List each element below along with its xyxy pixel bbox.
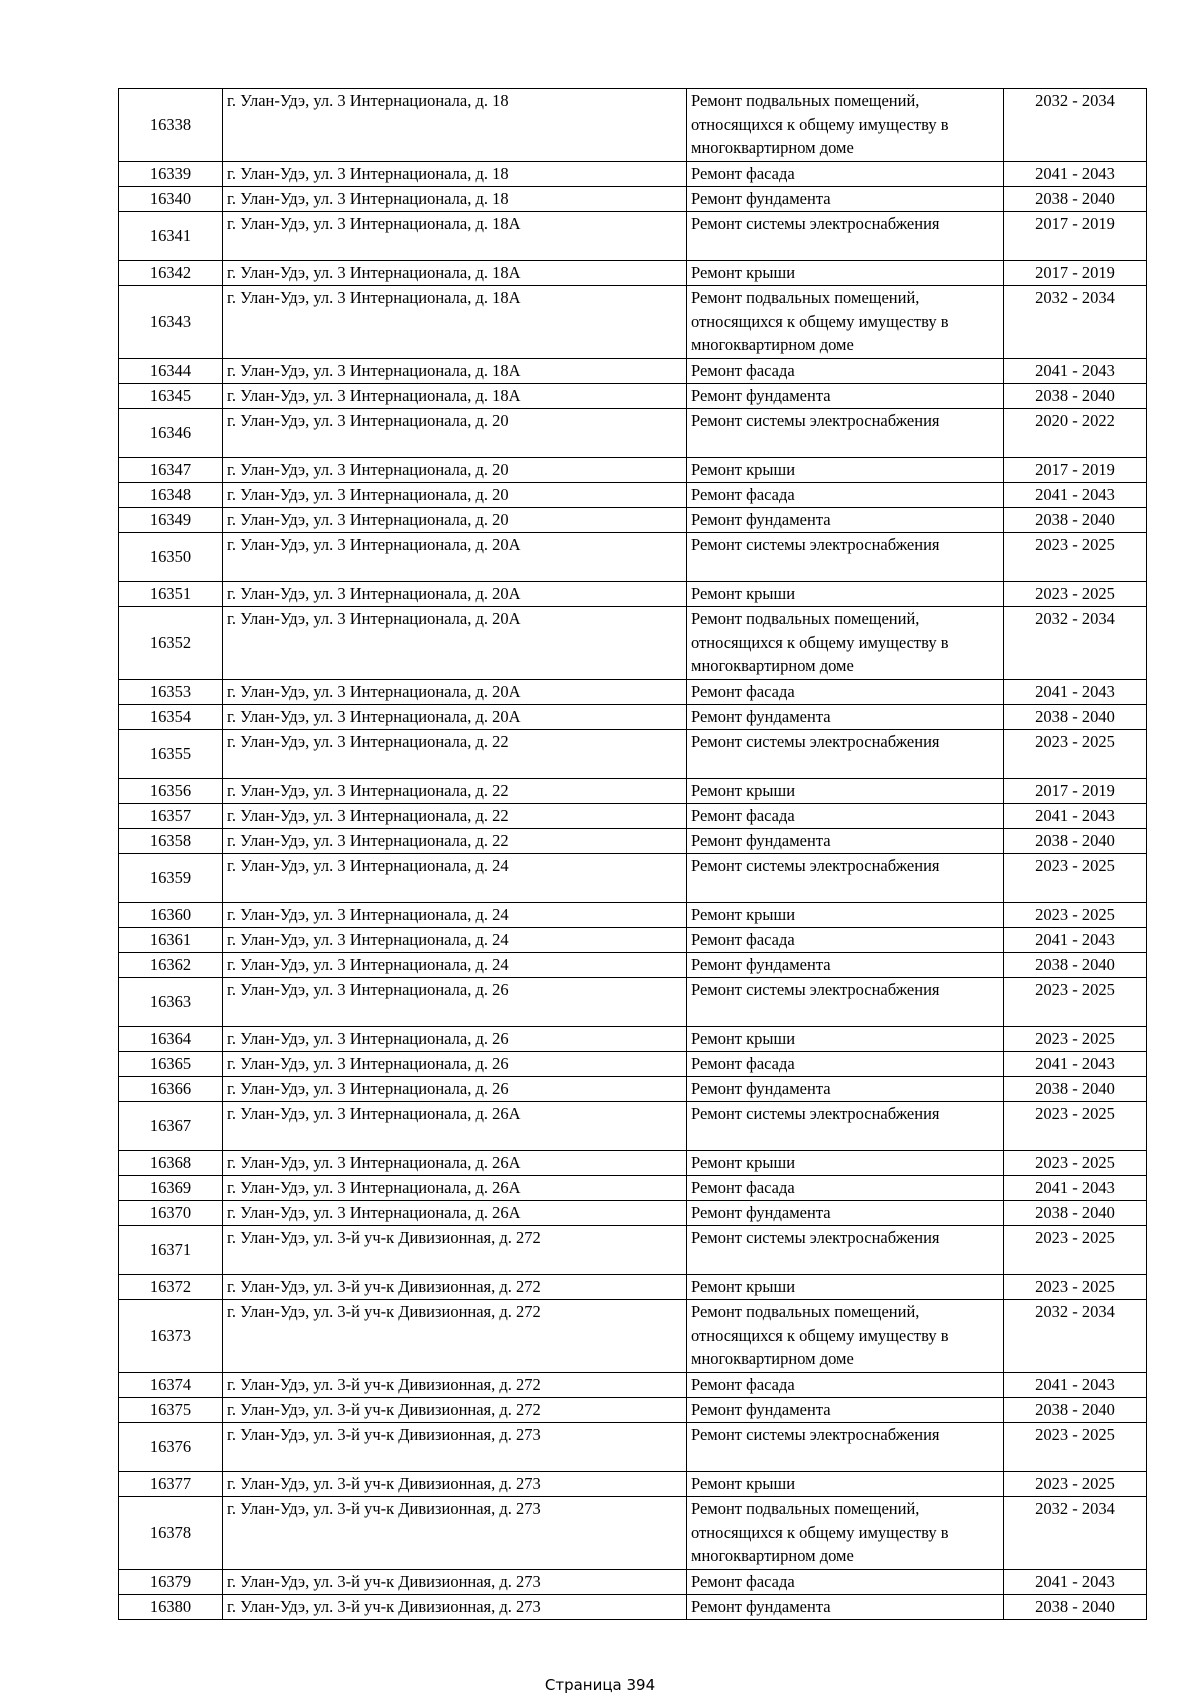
row-number-cell: 16339 [119, 162, 223, 187]
work-type-cell: Ремонт фундамента [687, 705, 1004, 730]
period-cell: 2038 - 2040 [1004, 187, 1147, 212]
row-number-cell: 16361 [119, 928, 223, 953]
table-row [119, 1300, 1147, 1373]
row-number-cell: 16372 [119, 1275, 223, 1300]
address-cell: г. Улан-Удэ, ул. 3 Интернационала, д. 18А [223, 212, 687, 261]
row-number-cell: 16343 [119, 286, 223, 359]
row-number-cell: 16341 [119, 212, 223, 261]
row-number-cell: 16378 [119, 1497, 223, 1570]
period-cell: 2017 - 2019 [1004, 779, 1147, 804]
row-number-cell: 16349 [119, 508, 223, 533]
period-cell: 2041 - 2043 [1004, 680, 1147, 705]
work-type-cell: Ремонт фасада [687, 1052, 1004, 1077]
table-row [119, 779, 1147, 804]
period-cell: 2017 - 2019 [1004, 261, 1147, 286]
work-type-cell: Ремонт фасада [687, 162, 1004, 187]
period-cell: 2038 - 2040 [1004, 953, 1147, 978]
row-number-cell: 16344 [119, 359, 223, 384]
work-type-cell: Ремонт системы электроснабжения [687, 212, 1004, 261]
address-cell: г. Улан-Удэ, ул. 3 Интернационала, д. 18А [223, 261, 687, 286]
row-number-cell: 16350 [119, 533, 223, 582]
row-number-cell: 16373 [119, 1300, 223, 1373]
row-number-cell: 16365 [119, 1052, 223, 1077]
address-cell: г. Улан-Удэ, ул. 3 Интернационала, д. 22 [223, 779, 687, 804]
period-cell: 2041 - 2043 [1004, 804, 1147, 829]
period-cell: 2032 - 2034 [1004, 286, 1147, 359]
table-row [119, 1151, 1147, 1176]
work-type-cell: Ремонт фасада [687, 1176, 1004, 1201]
work-type-cell: Ремонт фундамента [687, 187, 1004, 212]
period-cell: 2038 - 2040 [1004, 1201, 1147, 1226]
address-cell: г. Улан-Удэ, ул. 3-й уч-к Дивизионная, д. 273 [223, 1497, 687, 1570]
period-cell: 2038 - 2040 [1004, 829, 1147, 854]
period-cell: 2038 - 2040 [1004, 1595, 1147, 1620]
table-row [119, 978, 1147, 1027]
table-row [119, 1176, 1147, 1201]
work-type-cell: Ремонт системы электроснабжения [687, 854, 1004, 903]
table-row [119, 1102, 1147, 1151]
row-number-cell: 16357 [119, 804, 223, 829]
table-row [119, 1275, 1147, 1300]
period-cell: 2023 - 2025 [1004, 582, 1147, 607]
row-number-cell: 16377 [119, 1472, 223, 1497]
work-type-cell: Ремонт фасада [687, 483, 1004, 508]
table-row [119, 261, 1147, 286]
row-number-cell: 16338 [119, 89, 223, 162]
work-type-cell: Ремонт фундамента [687, 1595, 1004, 1620]
work-type-cell: Ремонт фундамента [687, 1398, 1004, 1423]
row-number-cell: 16362 [119, 953, 223, 978]
row-number-cell: 16353 [119, 680, 223, 705]
work-type-cell: Ремонт фасада [687, 928, 1004, 953]
work-type-cell: Ремонт крыши [687, 779, 1004, 804]
work-type-cell: Ремонт крыши [687, 1472, 1004, 1497]
work-type-cell: Ремонт системы электроснабжения [687, 1102, 1004, 1151]
table-row [119, 1052, 1147, 1077]
row-number-cell: 16364 [119, 1027, 223, 1052]
address-cell: г. Улан-Удэ, ул. 3 Интернационала, д. 26 [223, 1052, 687, 1077]
work-type-cell: Ремонт фасада [687, 359, 1004, 384]
work-type-cell: Ремонт системы электроснабжения [687, 1226, 1004, 1275]
table-row [119, 582, 1147, 607]
address-cell: г. Улан-Удэ, ул. 3 Интернационала, д. 20 [223, 409, 687, 458]
period-cell: 2041 - 2043 [1004, 162, 1147, 187]
period-cell: 2041 - 2043 [1004, 1373, 1147, 1398]
address-cell: г. Улан-Удэ, ул. 3 Интернационала, д. 20А [223, 582, 687, 607]
period-cell: 2032 - 2034 [1004, 607, 1147, 680]
address-cell: г. Улан-Удэ, ул. 3-й уч-к Дивизионная, д. 272 [223, 1373, 687, 1398]
row-number-cell: 16358 [119, 829, 223, 854]
table-row [119, 483, 1147, 508]
table-row [119, 162, 1147, 187]
work-type-cell: Ремонт фундамента [687, 384, 1004, 409]
period-cell: 2041 - 2043 [1004, 483, 1147, 508]
address-cell: г. Улан-Удэ, ул. 3-й уч-к Дивизионная, д. 272 [223, 1398, 687, 1423]
address-cell: г. Улан-Удэ, ул. 3 Интернационала, д. 18А [223, 286, 687, 359]
period-cell: 2023 - 2025 [1004, 1275, 1147, 1300]
period-cell: 2023 - 2025 [1004, 854, 1147, 903]
period-cell: 2023 - 2025 [1004, 903, 1147, 928]
address-cell: г. Улан-Удэ, ул. 3 Интернационала, д. 18 [223, 162, 687, 187]
work-type-cell: Ремонт системы электроснабжения [687, 1423, 1004, 1472]
period-cell: 2017 - 2019 [1004, 458, 1147, 483]
work-type-cell: Ремонт системы электроснабжения [687, 978, 1004, 1027]
table-row [119, 1398, 1147, 1423]
address-cell: г. Улан-Удэ, ул. 3 Интернационала, д. 20А [223, 705, 687, 730]
address-cell: г. Улан-Удэ, ул. 3 Интернационала, д. 18А [223, 384, 687, 409]
work-type-cell: Ремонт фасада [687, 1373, 1004, 1398]
row-number-cell: 16347 [119, 458, 223, 483]
row-number-cell: 16376 [119, 1423, 223, 1472]
table-row [119, 680, 1147, 705]
period-cell: 2038 - 2040 [1004, 384, 1147, 409]
period-cell: 2038 - 2040 [1004, 1077, 1147, 1102]
table-row [119, 533, 1147, 582]
address-cell: г. Улан-Удэ, ул. 3 Интернационала, д. 24 [223, 928, 687, 953]
work-type-cell: Ремонт подвальных помещений, относящихся к общему имуществу в многоквартирном доме [687, 607, 1004, 680]
table-row [119, 1595, 1147, 1620]
table-row [119, 1077, 1147, 1102]
table-row [119, 359, 1147, 384]
period-cell: 2023 - 2025 [1004, 1226, 1147, 1275]
period-cell: 2020 - 2022 [1004, 409, 1147, 458]
address-cell: г. Улан-Удэ, ул. 3-й уч-к Дивизионная, д. 273 [223, 1595, 687, 1620]
period-cell: 2023 - 2025 [1004, 1472, 1147, 1497]
work-type-cell: Ремонт крыши [687, 1151, 1004, 1176]
address-cell: г. Улан-Удэ, ул. 3 Интернационала, д. 24 [223, 903, 687, 928]
table-row [119, 730, 1147, 779]
address-cell: г. Улан-Удэ, ул. 3 Интернационала, д. 26А [223, 1102, 687, 1151]
work-type-cell: Ремонт крыши [687, 261, 1004, 286]
table-row [119, 89, 1147, 162]
address-cell: г. Улан-Удэ, ул. 3 Интернационала, д. 20 [223, 508, 687, 533]
work-type-cell: Ремонт фундамента [687, 508, 1004, 533]
table-row [119, 212, 1147, 261]
work-type-cell: Ремонт крыши [687, 903, 1004, 928]
period-cell: 2032 - 2034 [1004, 89, 1147, 162]
table-row [119, 829, 1147, 854]
row-number-cell: 16348 [119, 483, 223, 508]
row-number-cell: 16370 [119, 1201, 223, 1226]
address-cell: г. Улан-Удэ, ул. 3 Интернационала, д. 18А [223, 359, 687, 384]
period-cell: 2041 - 2043 [1004, 928, 1147, 953]
row-number-cell: 16371 [119, 1226, 223, 1275]
row-number-cell: 16356 [119, 779, 223, 804]
row-number-cell: 16342 [119, 261, 223, 286]
period-cell: 2032 - 2034 [1004, 1300, 1147, 1373]
table-row [119, 1201, 1147, 1226]
period-cell: 2023 - 2025 [1004, 1151, 1147, 1176]
address-cell: г. Улан-Удэ, ул. 3 Интернационала, д. 26А [223, 1201, 687, 1226]
table-row [119, 286, 1147, 359]
work-type-cell: Ремонт подвальных помещений, относящихся к общему имуществу в многоквартирном доме [687, 89, 1004, 162]
period-cell: 2041 - 2043 [1004, 1052, 1147, 1077]
row-number-cell: 16340 [119, 187, 223, 212]
address-cell: г. Улан-Удэ, ул. 3 Интернационала, д. 26 [223, 1077, 687, 1102]
address-cell: г. Улан-Удэ, ул. 3-й уч-к Дивизионная, д. 272 [223, 1226, 687, 1275]
address-cell: г. Улан-Удэ, ул. 3-й уч-к Дивизионная, д. 273 [223, 1472, 687, 1497]
row-number-cell: 16367 [119, 1102, 223, 1151]
table-row [119, 1027, 1147, 1052]
address-cell: г. Улан-Удэ, ул. 3 Интернационала, д. 20А [223, 680, 687, 705]
row-number-cell: 16369 [119, 1176, 223, 1201]
work-type-cell: Ремонт фасада [687, 680, 1004, 705]
table-row [119, 953, 1147, 978]
work-type-cell: Ремонт фасада [687, 804, 1004, 829]
work-type-cell: Ремонт фундамента [687, 1201, 1004, 1226]
address-cell: г. Улан-Удэ, ул. 3 Интернационала, д. 18 [223, 89, 687, 162]
table-row [119, 903, 1147, 928]
work-type-cell: Ремонт фундамента [687, 829, 1004, 854]
row-number-cell: 16359 [119, 854, 223, 903]
work-type-cell: Ремонт подвальных помещений, относящихся к общему имуществу в многоквартирном доме [687, 286, 1004, 359]
table-row [119, 804, 1147, 829]
period-cell: 2038 - 2040 [1004, 1398, 1147, 1423]
row-number-cell: 16380 [119, 1595, 223, 1620]
period-cell: 2041 - 2043 [1004, 359, 1147, 384]
work-type-cell: Ремонт фасада [687, 1570, 1004, 1595]
row-number-cell: 16360 [119, 903, 223, 928]
address-cell: г. Улан-Удэ, ул. 3-й уч-к Дивизионная, д. 272 [223, 1300, 687, 1373]
row-number-cell: 16355 [119, 730, 223, 779]
table-row [119, 458, 1147, 483]
period-cell: 2041 - 2043 [1004, 1176, 1147, 1201]
row-number-cell: 16368 [119, 1151, 223, 1176]
address-cell: г. Улан-Удэ, ул. 3 Интернационала, д. 26 [223, 1027, 687, 1052]
address-cell: г. Улан-Удэ, ул. 3 Интернационала, д. 20А [223, 533, 687, 582]
address-cell: г. Улан-Удэ, ул. 3 Интернационала, д. 22 [223, 804, 687, 829]
work-type-cell: Ремонт крыши [687, 1027, 1004, 1052]
table-row [119, 1472, 1147, 1497]
table-row [119, 854, 1147, 903]
address-cell: г. Улан-Удэ, ул. 3 Интернационала, д. 22 [223, 730, 687, 779]
work-type-cell: Ремонт подвальных помещений, относящихся к общему имуществу в многоквартирном доме [687, 1300, 1004, 1373]
row-number-cell: 16352 [119, 607, 223, 680]
address-cell: г. Улан-Удэ, ул. 3 Интернационала, д. 26 [223, 978, 687, 1027]
period-cell: 2023 - 2025 [1004, 1102, 1147, 1151]
table-row [119, 1226, 1147, 1275]
table-row [119, 928, 1147, 953]
row-number-cell: 16351 [119, 582, 223, 607]
period-cell: 2023 - 2025 [1004, 533, 1147, 582]
address-cell: г. Улан-Удэ, ул. 3 Интернационала, д. 22 [223, 829, 687, 854]
table-row [119, 187, 1147, 212]
row-number-cell: 16375 [119, 1398, 223, 1423]
address-cell: г. Улан-Удэ, ул. 3-й уч-к Дивизионная, д. 273 [223, 1570, 687, 1595]
table-row [119, 607, 1147, 680]
table-body [119, 89, 1147, 1620]
address-cell: г. Улан-Удэ, ул. 3 Интернационала, д. 24 [223, 953, 687, 978]
row-number-cell: 16363 [119, 978, 223, 1027]
address-cell: г. Улан-Удэ, ул. 3 Интернационала, д. 24 [223, 854, 687, 903]
period-cell: 2023 - 2025 [1004, 1027, 1147, 1052]
table-row [119, 1373, 1147, 1398]
work-type-cell: Ремонт системы электроснабжения [687, 533, 1004, 582]
page-number: Страница 394 [544, 1676, 656, 1694]
work-type-cell: Ремонт крыши [687, 458, 1004, 483]
address-cell: г. Улан-Удэ, ул. 3 Интернационала, д. 26А [223, 1176, 687, 1201]
work-type-cell: Ремонт системы электроснабжения [687, 409, 1004, 458]
address-cell: г. Улан-Удэ, ул. 3 Интернационала, д. 20 [223, 458, 687, 483]
row-number-cell: 16374 [119, 1373, 223, 1398]
period-cell: 2041 - 2043 [1004, 1570, 1147, 1595]
table-row [119, 705, 1147, 730]
row-number-cell: 16379 [119, 1570, 223, 1595]
address-cell: г. Улан-Удэ, ул. 3 Интернационала, д. 18 [223, 187, 687, 212]
row-number-cell: 16346 [119, 409, 223, 458]
table-row [119, 1423, 1147, 1472]
table-row [119, 1497, 1147, 1570]
period-cell: 2023 - 2025 [1004, 978, 1147, 1027]
address-cell: г. Улан-Удэ, ул. 3-й уч-к Дивизионная, д. 273 [223, 1423, 687, 1472]
row-number-cell: 16366 [119, 1077, 223, 1102]
work-type-cell: Ремонт фундамента [687, 953, 1004, 978]
table-row [119, 508, 1147, 533]
address-cell: г. Улан-Удэ, ул. 3 Интернационала, д. 26А [223, 1151, 687, 1176]
repair-schedule-table [118, 88, 1147, 1620]
work-type-cell: Ремонт фундамента [687, 1077, 1004, 1102]
address-cell: г. Улан-Удэ, ул. 3-й уч-к Дивизионная, д. 272 [223, 1275, 687, 1300]
period-cell: 2023 - 2025 [1004, 1423, 1147, 1472]
period-cell: 2038 - 2040 [1004, 508, 1147, 533]
address-cell: г. Улан-Удэ, ул. 3 Интернационала, д. 20А [223, 607, 687, 680]
work-type-cell: Ремонт подвальных помещений, относящихся к общему имуществу в многоквартирном доме [687, 1497, 1004, 1570]
work-type-cell: Ремонт крыши [687, 1275, 1004, 1300]
table-row [119, 1570, 1147, 1595]
row-number-cell: 16354 [119, 705, 223, 730]
table-row [119, 409, 1147, 458]
row-number-cell: 16345 [119, 384, 223, 409]
table-row [119, 384, 1147, 409]
period-cell: 2032 - 2034 [1004, 1497, 1147, 1570]
work-type-cell: Ремонт крыши [687, 582, 1004, 607]
address-cell: г. Улан-Удэ, ул. 3 Интернационала, д. 20 [223, 483, 687, 508]
work-type-cell: Ремонт системы электроснабжения [687, 730, 1004, 779]
period-cell: 2017 - 2019 [1004, 212, 1147, 261]
period-cell: 2038 - 2040 [1004, 705, 1147, 730]
period-cell: 2023 - 2025 [1004, 730, 1147, 779]
